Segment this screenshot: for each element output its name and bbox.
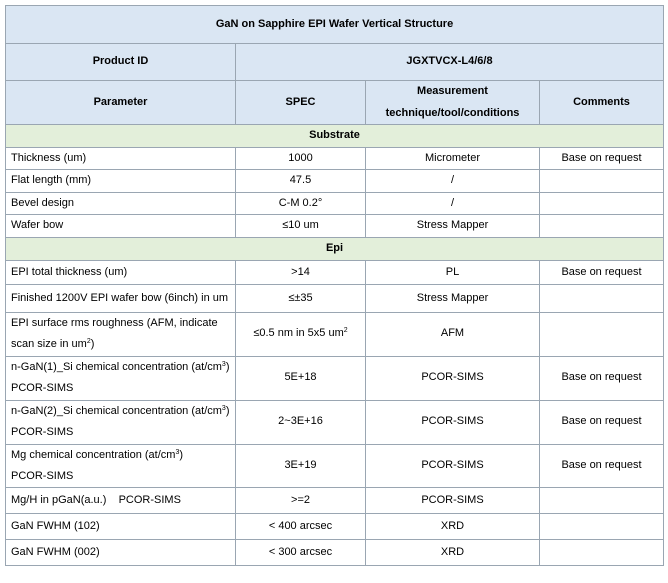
comments-cell xyxy=(540,170,664,192)
spec-cell: < 300 arcsec xyxy=(236,540,366,566)
table-row xyxy=(6,192,664,214)
param-cell: GaN FWHM (102) xyxy=(6,514,236,540)
spec-cell: ≤10 um xyxy=(236,215,366,237)
param-superscript: 3 xyxy=(221,360,226,368)
header-comments: Comments xyxy=(540,81,664,125)
table-row xyxy=(6,356,664,400)
table-row xyxy=(6,170,664,192)
param-superscript: 3 xyxy=(175,448,180,456)
table-row xyxy=(6,488,664,514)
param-line1: EPI surface rms roughness (AFM, indicate xyxy=(11,316,218,329)
measurement-cell: / xyxy=(366,192,540,214)
table-row xyxy=(6,540,664,566)
param-cell: Wafer bow xyxy=(6,215,236,237)
comments-cell: Base on request xyxy=(540,148,664,170)
spec-cell: 5E+18 xyxy=(236,356,366,400)
product-id-label: Product ID xyxy=(6,44,236,81)
param-cell xyxy=(6,400,236,444)
section-substrate xyxy=(6,125,664,148)
param-line2: PCOR-SIMS xyxy=(11,426,74,439)
comments-cell: Base on request xyxy=(540,260,664,284)
header-spec: SPEC xyxy=(236,81,366,125)
section-epi-label: Epi xyxy=(6,237,664,260)
param-cell: Mg/H in pGaN(a.u.) PCOR-SIMS xyxy=(6,488,236,514)
header-row xyxy=(6,81,664,125)
header-parameter: Parameter xyxy=(6,81,236,125)
table-row xyxy=(6,444,664,488)
comments-cell: Base on request xyxy=(540,356,664,400)
param-line1: n-GaN(1)_Si chemical concentration (at/cm xyxy=(11,360,222,373)
table-row xyxy=(6,514,664,540)
measurement-cell: PCOR-SIMS xyxy=(366,444,540,488)
param-end: ) xyxy=(225,360,230,373)
comments-cell xyxy=(540,540,664,566)
param-end: ) xyxy=(90,338,95,351)
spec-cell: < 400 arcsec xyxy=(236,514,366,540)
spec-cell: 47.5 xyxy=(236,170,366,192)
param-cell: Finished 1200V EPI wafer bow (6inch) in um xyxy=(6,284,236,312)
title-row xyxy=(6,6,664,44)
table-title: GaN on Sapphire EPI Wafer Vertical Structure xyxy=(6,6,664,44)
table-row xyxy=(6,400,664,444)
param-line1: n-GaN(2)_Si chemical concentration (at/cm xyxy=(11,404,222,417)
table-row xyxy=(6,215,664,237)
comments-cell xyxy=(540,312,664,356)
spec-superscript: 2 xyxy=(343,327,348,335)
param-cell: GaN FWHM (002) xyxy=(6,540,236,566)
comments-cell: Base on request xyxy=(540,400,664,444)
param-line2: PCOR-SIMS xyxy=(11,382,74,395)
spec-cell: C-M 0.2° xyxy=(236,192,366,214)
measurement-cell: Stress Mapper xyxy=(366,284,540,312)
measurement-cell: PCOR-SIMS xyxy=(366,356,540,400)
measurement-cell: Micrometer xyxy=(366,148,540,170)
param-line2: scan size in um xyxy=(11,338,87,351)
comments-cell xyxy=(540,215,664,237)
spec-cell: 3E+19 xyxy=(236,444,366,488)
spec-table xyxy=(5,5,664,566)
measurement-cell: AFM xyxy=(366,312,540,356)
spec-text: ≤0.5 nm in 5x5 um xyxy=(253,327,344,340)
param-cell xyxy=(6,444,236,488)
header-measurement-line1: Measurement xyxy=(417,85,488,98)
measurement-cell: PCOR-SIMS xyxy=(366,400,540,444)
param-end: ) xyxy=(179,448,184,461)
comments-cell xyxy=(540,284,664,312)
measurement-cell: Stress Mapper xyxy=(366,215,540,237)
measurement-cell: XRD xyxy=(366,514,540,540)
param-superscript: 2 xyxy=(86,338,91,346)
comments-cell: Base on request xyxy=(540,444,664,488)
comments-cell xyxy=(540,488,664,514)
param-line2: PCOR-SIMS xyxy=(11,469,74,482)
spec-cell: ≤±35 xyxy=(236,284,366,312)
param-cell: Bevel design xyxy=(6,192,236,214)
table-row xyxy=(6,284,664,312)
measurement-cell: / xyxy=(366,170,540,192)
section-substrate-label: Substrate xyxy=(6,125,664,148)
param-cell xyxy=(6,356,236,400)
header-measurement-line2: technique/tool/conditions xyxy=(385,106,520,119)
table-row xyxy=(6,260,664,284)
spec-cell: >14 xyxy=(236,260,366,284)
param-superscript: 3 xyxy=(221,404,226,412)
spec-cell xyxy=(236,312,366,356)
measurement-cell: XRD xyxy=(366,540,540,566)
param-line1: Mg chemical concentration (at/cm xyxy=(11,448,176,461)
spec-cell: >=2 xyxy=(236,488,366,514)
product-id-value: JGXTVCX-L4/6/8 xyxy=(236,44,664,81)
section-epi xyxy=(6,237,664,260)
comments-cell xyxy=(540,514,664,540)
table-row xyxy=(6,148,664,170)
param-cell xyxy=(6,312,236,356)
measurement-cell: PCOR-SIMS xyxy=(366,488,540,514)
param-cell: Thickness (um) xyxy=(6,148,236,170)
measurement-cell: PL xyxy=(366,260,540,284)
product-id-row xyxy=(6,44,664,81)
table-row xyxy=(6,312,664,356)
param-cell: Flat length (mm) xyxy=(6,170,236,192)
comments-cell xyxy=(540,192,664,214)
spec-cell: 1000 xyxy=(236,148,366,170)
param-cell: EPI total thickness (um) xyxy=(6,260,236,284)
header-measurement xyxy=(366,81,540,125)
spec-cell: 2~3E+16 xyxy=(236,400,366,444)
param-end: ) xyxy=(225,404,230,417)
